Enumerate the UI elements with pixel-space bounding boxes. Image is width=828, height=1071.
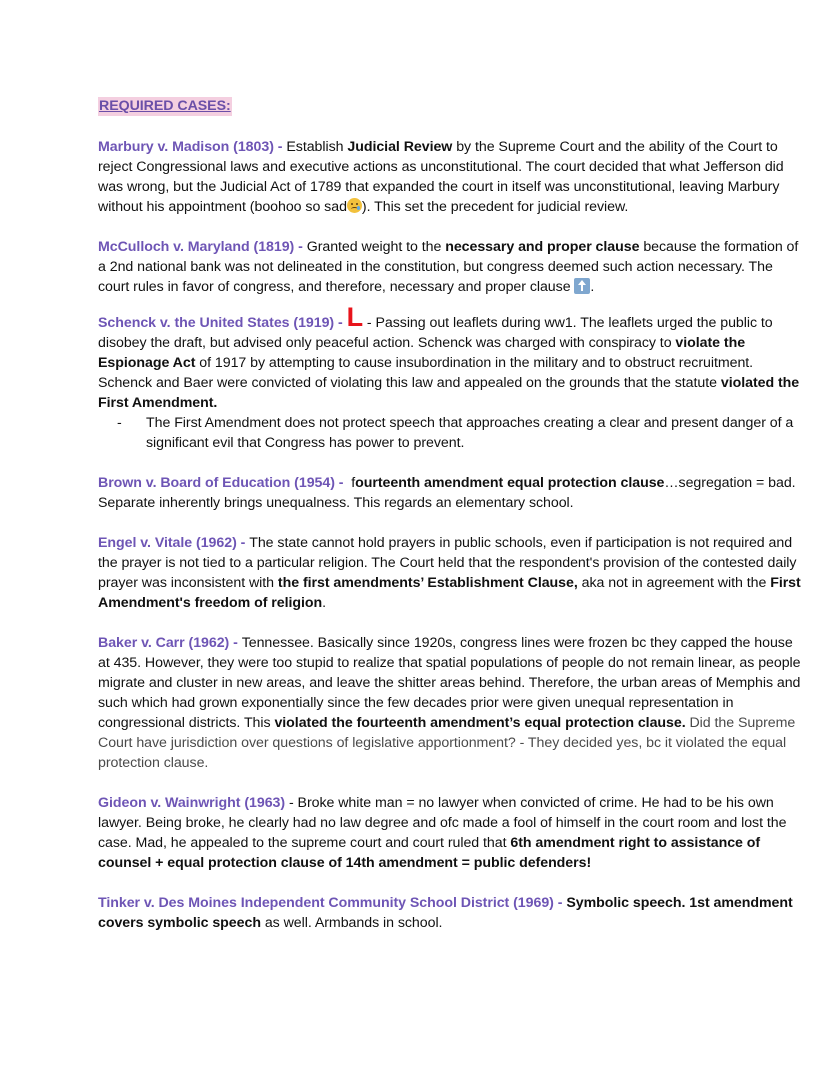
case-text: Tennessee. Basically since 1920s, congress lines were frozen bc they capped the house at 435. However, they were too stupid to realize that spatial populations of people do not remain linear, as people migrate and cluster in new areas, and leave the shitter areas behind. Therefore, the urban areas of Memphis and such which had grown exponentially since the few decades prior were given unequal representation in congressional districts. This	[98, 635, 801, 731]
case-text: .	[590, 279, 595, 295]
case-text: .	[322, 595, 327, 611]
case-bold-text: 6th amendment right to assistance of counsel + equal protection clause of 14th amendment = public defenders!	[98, 835, 761, 871]
red-l-mark: L	[346, 302, 364, 332]
case-text: f	[351, 475, 356, 491]
case-tinker	[98, 893, 802, 933]
separator: -	[273, 139, 287, 155]
case-bold-text: violate the Espionage Act	[98, 335, 746, 371]
separator: -	[334, 475, 352, 491]
separator: -	[294, 239, 307, 255]
case-bold-text: First Amendment's freedom of religion	[98, 575, 801, 611]
case-text: …segregation = bad. Separate inherently brings unequalness. This regards an elementary school.	[98, 475, 796, 511]
case-text: of 1917 by attempting to cause insubordination in the military and to obstruct recruitment. Schenck and Baer were convicted of violating this law and appealed on the grounds that the statute	[98, 355, 754, 391]
case-name: McCulloch v. Maryland (1819)	[98, 239, 295, 255]
case-text: by the Supreme Court and the ability of the Court to reject Congressional laws and executive actions as unconstitutional. The court decided that what Jefferson did was wrong, but the Judicial Act of 1789 that expanded the court in itself was unconstitutional, leaving Marbury without his appointment (boohoo so sad	[98, 139, 784, 215]
case-name: Engel v. Vitale (1962)	[98, 535, 237, 551]
bullet-item	[117, 413, 802, 453]
required-cases-heading: REQUIRED CASES:	[99, 98, 231, 114]
case-bold-text: violated the fourteenth amendment’s equal protection clause.	[274, 715, 686, 731]
sad-face-emoji-icon	[347, 198, 362, 213]
separator: -	[229, 635, 242, 651]
document-page	[98, 96, 802, 933]
case-text: aka not in agreement with the	[577, 575, 771, 591]
case-name: Marbury v. Madison (1803)	[98, 139, 274, 155]
case-name: Brown v. Board of Education (1954)	[98, 475, 335, 491]
separator: -	[334, 315, 347, 331]
case-gideon	[98, 793, 802, 873]
case-text: The state cannot hold prayers in public schools, even if participation is not required and the prayer is not tied to a particular religion. The Court held that the respondent's provision of the contested daily prayer was inconsistent with	[98, 535, 797, 591]
case-text: Broke white man = no lawyer when convicted of crime. He had to be his own lawyer. Being broke, he clearly had no law degree and ofc made a fool of himself in the court room and lost the case. Mad, he appealed to the supreme court and court ruled that	[98, 795, 787, 851]
case-name: Baker v. Carr (1962)	[98, 635, 230, 651]
bullet-dash: -	[117, 415, 122, 431]
case-text: Granted weight to the	[306, 239, 446, 255]
separator: -	[553, 895, 567, 911]
separator: -	[236, 535, 250, 551]
case-brown	[98, 473, 802, 513]
case-baker	[98, 633, 802, 773]
case-text: Establish	[286, 139, 348, 155]
heading-row	[98, 96, 802, 116]
case-question-text: Did the Supreme Court have jurisdiction over questions of legislative apportionment? - They decided yes, bc it violated the equal protection clause.	[98, 715, 796, 771]
case-text: ). This set the precedent for judicial review.	[361, 199, 629, 215]
case-name: Schenck v. the United States (1919)	[98, 315, 335, 331]
case-bold-text: Symbolic speech. 1st amendment covers symbolic speech	[98, 895, 793, 931]
case-bold-text: ourteenth amendment equal protection clause	[355, 475, 665, 491]
case-engel	[98, 533, 802, 613]
case-text: because the formation of a 2nd national bank was not delineated in the constitution, but congress deemed such action necessary. The court rules in favor of congress, and therefore, necessary and proper clause	[98, 239, 799, 295]
case-text: as well. Armbands in school.	[260, 915, 443, 931]
case-name: Gideon v. Wainwright (1963)	[98, 795, 286, 811]
case-text: - Passing out leaflets during ww1. The leaflets urged the public to disobey the draft, but advised only peaceful action. Schenck was charged with conspiracy to	[98, 315, 773, 351]
case-marbury	[98, 137, 802, 217]
schenck-first-line	[98, 302, 364, 333]
case-name: Tinker v. Des Moines Independent Community School District (1969)	[98, 895, 554, 911]
case-mcculloch	[98, 237, 802, 297]
case-bold-text: Judicial Review	[347, 139, 453, 155]
separator: -	[285, 795, 298, 811]
case-bold-text: the first amendments’ Establishment Clause,	[277, 575, 578, 591]
case-bold-text: violated the First Amendment.	[98, 375, 800, 411]
case-schenck	[98, 302, 802, 413]
bullet-text: The First Amendment does not protect speech that approaches creating a clear and present danger of a significant evil that Congress has power to prevent.	[146, 415, 794, 451]
case-bold-text: necessary and proper clause	[445, 239, 640, 255]
up-arrow-icon	[574, 278, 590, 294]
